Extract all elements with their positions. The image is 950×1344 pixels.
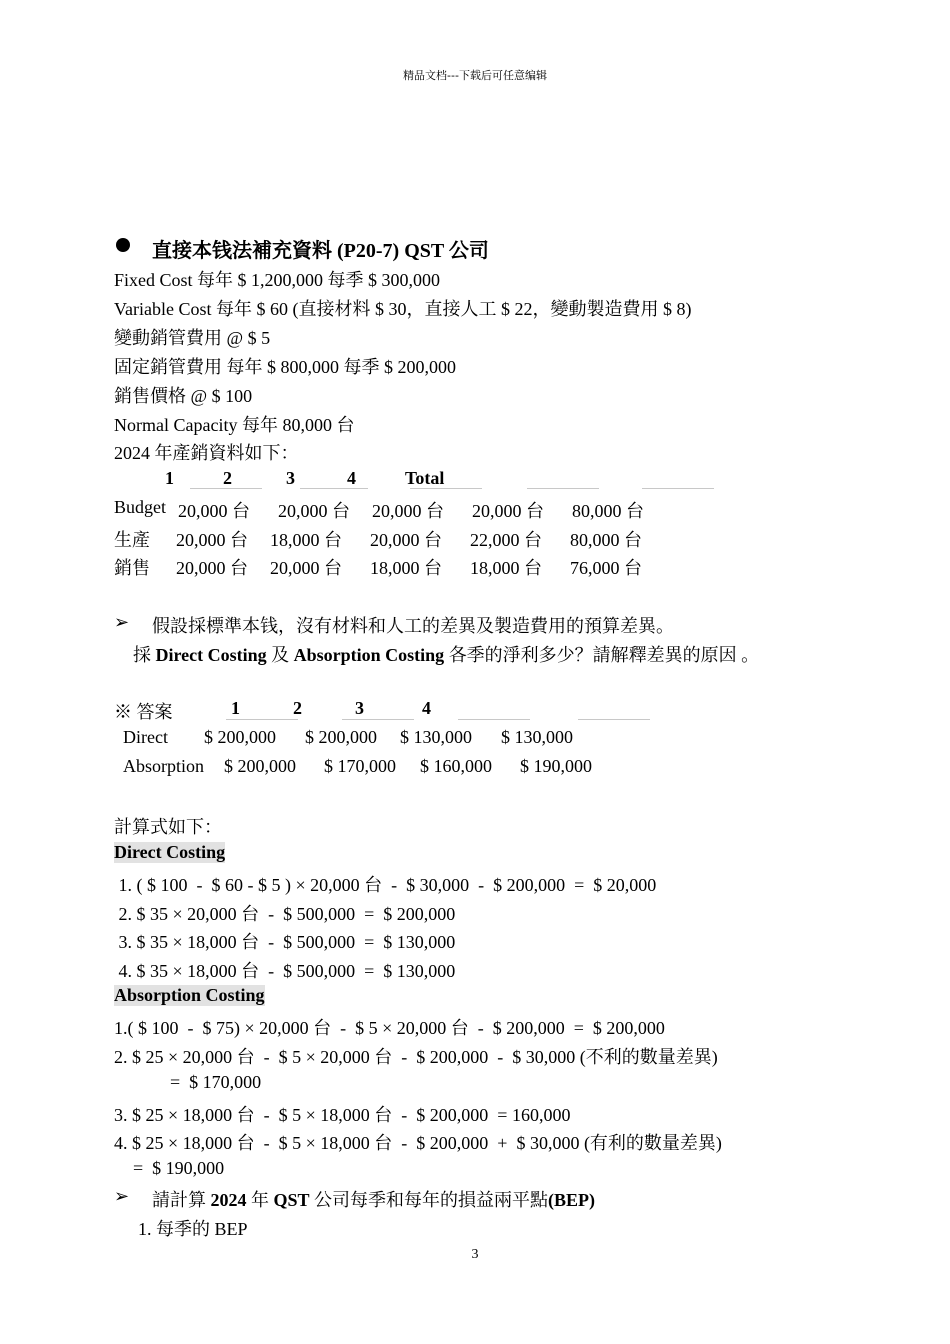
answer-label: ※ 答案 xyxy=(114,702,173,722)
section-title: 直接本钱法補充資料 (P20-7) QST 公司 xyxy=(152,240,489,262)
header-underline xyxy=(190,488,262,489)
page-number: 3 xyxy=(471,1247,479,1262)
absorption-calc-line-4-result: = $ 190,000 xyxy=(133,1158,225,1178)
absorption-costing-heading: Absorption Costing xyxy=(114,985,265,1005)
table-cell: 20,000 台 xyxy=(370,530,442,550)
quarter-header-4: 4 xyxy=(347,468,356,488)
answer-header-3: 3 xyxy=(355,698,364,718)
page-header: 精品文档---下载后可任意编辑 xyxy=(403,69,547,82)
info-line-fixed-selling: 固定銷管費用 每年 $ 800,000 每季 $ 200,000 xyxy=(114,357,456,377)
table-cell: 20,000 台 xyxy=(278,501,350,521)
answer-header-1: 1 xyxy=(231,698,240,718)
calc-intro: 計算式如下： xyxy=(114,817,222,837)
info-line-capacity: Normal Capacity 每年 80,000 台 xyxy=(114,415,355,435)
table-row-label: 生產 xyxy=(114,530,150,550)
header-underline xyxy=(578,719,650,720)
table-row-label: Budget xyxy=(114,497,166,517)
header-underline xyxy=(642,488,714,489)
table-cell: 22,000 台 xyxy=(470,530,542,550)
info-line-data-intro: 2024 年產銷資料如下： xyxy=(114,443,299,463)
absorption-calc-line-1: 1.( $ 100 - $ 75) × 20,000 台 - $ 5 × 20,000 台 - $ 200,000 = $ 200,000 xyxy=(114,1018,665,1038)
quarter-header-total: Total xyxy=(405,468,445,488)
bep-subitem: 1. 每季的 BEP xyxy=(138,1219,248,1239)
quarter-header-1: 1 xyxy=(165,468,174,488)
header-underline xyxy=(300,488,368,489)
info-line-fixed-cost: Fixed Cost 每年 $ 1,200,000 每季 $ 300,000 xyxy=(114,270,441,290)
table-cell: 20,000 台 xyxy=(176,558,248,578)
direct-calc-line-1: 1. ( $ 100 - $ 60 - $ 5 ) × 20,000 台 - $ 30,000 - $ 200,000 = $ 20,000 xyxy=(114,875,657,895)
direct-calc-line-3: 3. $ 35 × 18,000 台 - $ 500,000 = $ 130,000 xyxy=(114,932,456,952)
answer-cell: $ 200,000 xyxy=(305,727,377,747)
info-line-variable-selling: 變動銷管費用 @ $ 5 xyxy=(114,328,271,348)
table-cell: 20,000 台 xyxy=(178,501,250,521)
absorption-calc-line-2: 2. $ 25 × 20,000 台 - $ 5 × 20,000 台 - $ 200,000 - $ 30,000 (不利的數量差異) xyxy=(114,1047,718,1067)
table-cell: 18,000 台 xyxy=(370,558,442,578)
header-underline xyxy=(458,719,530,720)
answer-cell: $ 130,000 xyxy=(400,727,472,747)
table-cell: 20,000 台 xyxy=(472,501,544,521)
absorption-calc-line-2-result: = $ 170,000 xyxy=(170,1072,262,1092)
answer-cell: $ 170,000 xyxy=(324,756,396,776)
question-line-1: 假設採標準本钱，沒有材料和人工的差異及製造費用的預算差異。 xyxy=(152,616,674,636)
absorption-calc-line-3: 3. $ 25 × 18,000 台 - $ 5 × 18,000 台 - $ 200,000 = 160,000 xyxy=(114,1105,571,1125)
answer-cell: $ 200,000 xyxy=(224,756,296,776)
table-cell: 20,000 台 xyxy=(176,530,248,550)
table-cell: 76,000 台 xyxy=(570,558,642,578)
answer-cell: $ 200,000 xyxy=(204,727,276,747)
header-underline xyxy=(410,488,482,489)
answer-cell: $ 190,000 xyxy=(520,756,592,776)
quarter-header-3: 3 xyxy=(286,468,295,488)
header-underline xyxy=(342,719,414,720)
answer-cell: $ 160,000 xyxy=(420,756,492,776)
info-line-variable-cost: Variable Cost 每年 $ 60 (直接材料 $ 30，直接人工 $ 22，變動製造費用 $ 8) xyxy=(114,299,692,319)
answer-cell: $ 130,000 xyxy=(501,727,573,747)
absorption-calc-line-4: 4. $ 25 × 18,000 台 - $ 5 × 18,000 台 - $ 200,000 + $ 30,000 (有利的數量差異) xyxy=(114,1133,722,1153)
answer-row-label: Absorption xyxy=(123,756,204,776)
table-cell: 80,000 台 xyxy=(570,530,642,550)
bep-question: 請計算 2024 年 QST 公司每季和每年的損益兩平點(BEP) xyxy=(152,1190,596,1210)
table-cell: 20,000 台 xyxy=(270,558,342,578)
bullet-icon xyxy=(116,238,130,252)
arrow-icon: ➢ xyxy=(114,612,130,632)
direct-calc-line-2: 2. $ 35 × 20,000 台 - $ 500,000 = $ 200,000 xyxy=(114,904,456,924)
header-underline xyxy=(527,488,599,489)
answer-header-2: 2 xyxy=(293,698,302,718)
quarter-header-2: 2 xyxy=(223,468,232,488)
table-cell: 18,000 台 xyxy=(270,530,342,550)
table-row-label: 銷售 xyxy=(114,558,150,578)
question-line-2: 採 Direct Costing 及 Absorption Costing 各季的淨利多少？請解釋差異的原因 。 xyxy=(133,645,760,665)
header-underline xyxy=(226,719,298,720)
arrow-icon: ➢ xyxy=(114,1186,130,1206)
answer-row-label: Direct xyxy=(123,727,168,747)
direct-calc-line-4: 4. $ 35 × 18,000 台 - $ 500,000 = $ 130,000 xyxy=(114,961,456,981)
table-cell: 18,000 台 xyxy=(470,558,542,578)
table-cell: 80,000 台 xyxy=(572,501,644,521)
answer-header-4: 4 xyxy=(422,698,431,718)
direct-costing-heading: Direct Costing xyxy=(114,842,226,862)
info-line-price: 銷售價格 @ $ 100 xyxy=(114,386,253,406)
table-cell: 20,000 台 xyxy=(372,501,444,521)
